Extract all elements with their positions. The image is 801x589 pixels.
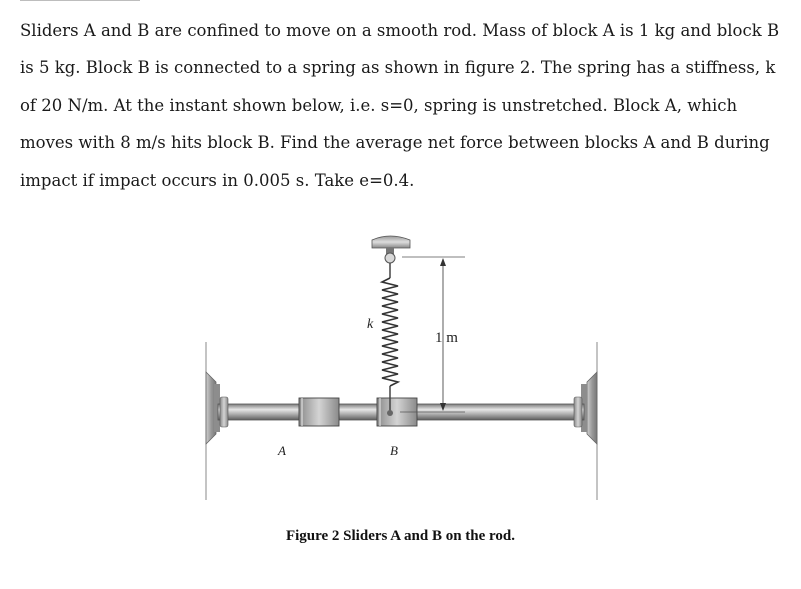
problem-line: of 20 N/m. At the instant shown below, i.e. s=0, spring is unstretched. Block A, which [20,95,738,115]
problem-line: impact if impact occurs in 0.005 s. Take e=0.4. [20,170,415,190]
spring-stiffness-label: k [367,317,374,332]
ceiling-support [372,236,410,263]
block-b-label: B [390,443,398,458]
block-a-label: A [278,443,286,458]
left-wall-support [206,342,220,500]
problem-line: moves with 8 m/s hits block B. Find the average net force between blocks A and B during [20,133,770,153]
problem-line: is 5 kg. Block B is connected to a spring as shown in figure 2. The spring has a stiffness, k [20,58,776,78]
slider-block-a [299,398,339,426]
figure-caption: Figure 2 Sliders A and B on the rod. [285,528,516,544]
problem-line: Sliders A and B are confined to move on a smooth rod. Mass of block A is 1 kg and block B [20,21,780,40]
right-wall-support [581,342,597,500]
distance-label: 1 m [435,330,458,346]
spring [382,263,398,416]
